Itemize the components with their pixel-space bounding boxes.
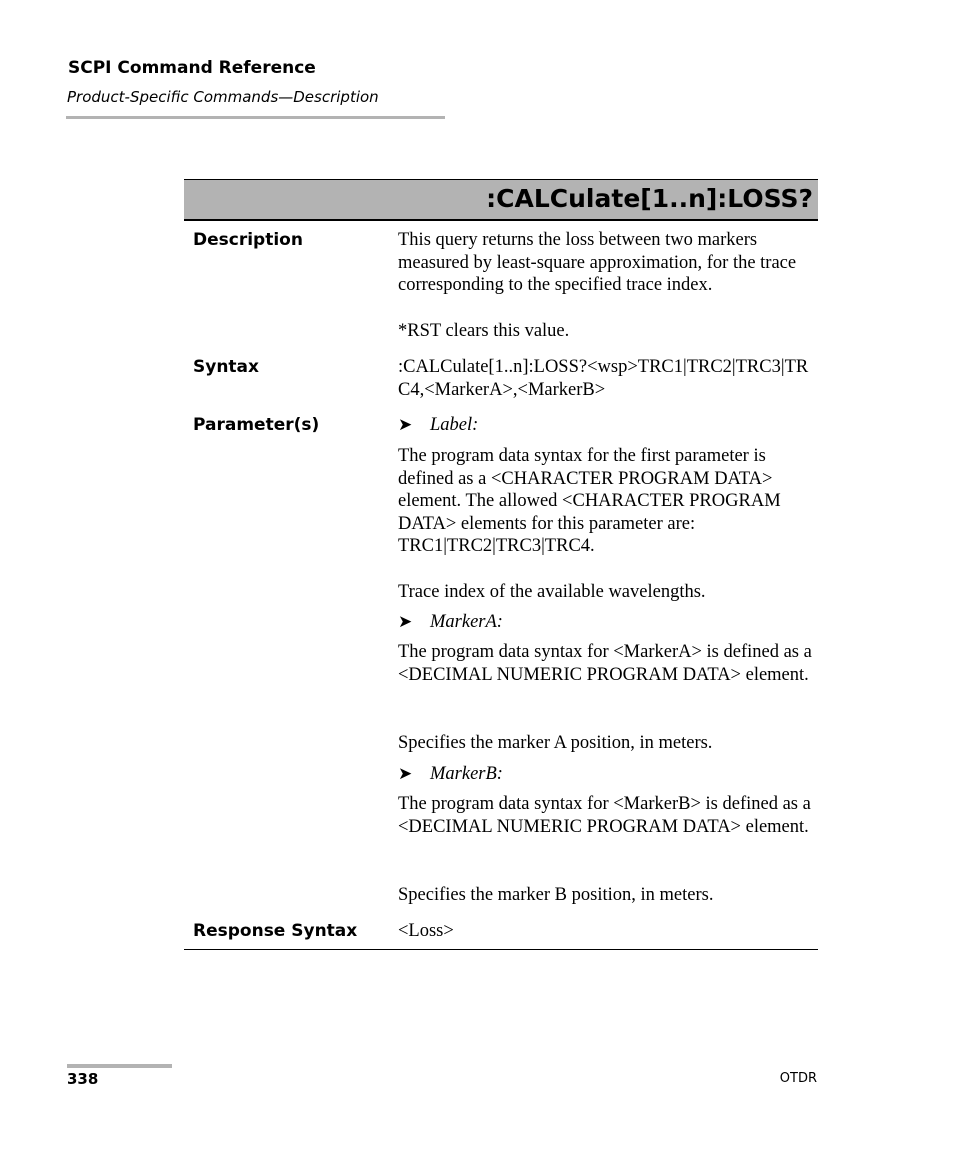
bullet-arrow-icon: ➤	[398, 612, 413, 632]
command-title: :CALCulate[1..n]:LOSS?	[486, 184, 813, 213]
page-number: 338	[67, 1070, 99, 1088]
param-markerb-bullet	[398, 763, 503, 786]
footer-rule	[67, 1064, 172, 1068]
param-label-note: Trace index of the available wavelengths.	[398, 582, 706, 602]
response-syntax-label: Response Syntax	[193, 921, 358, 941]
param-markerb-name: MarkerB:	[430, 764, 503, 784]
syntax-text: :CALCulate[1..n]:LOSS?<wsp>TRC1|TRC2|TRC3|TRC4,<MarkerA>,<MarkerB>	[398, 357, 809, 400]
syntax-label: Syntax	[193, 357, 259, 377]
bullet-arrow-icon: ➤	[398, 764, 413, 784]
running-header-subtitle: Product-Specific Commands—Description	[67, 88, 379, 106]
description-text: This query returns the loss between two markers measured by least-square approximation, for the trace corresponding to the specified trace index.	[398, 230, 797, 295]
table-end-rule	[184, 949, 818, 950]
param-markera-name: MarkerA:	[430, 612, 503, 632]
param-label-bullet	[398, 414, 478, 437]
param-label-name: Label:	[430, 415, 479, 435]
description-rst-note: *RST clears this value.	[398, 321, 570, 341]
description-label: Description	[193, 230, 303, 250]
header-rule	[66, 116, 445, 119]
param-markerb-text: The program data syntax for <MarkerB> is defined as a <DECIMAL NUMERIC PROGRAM DATA> element.	[398, 794, 811, 837]
command-title-bar	[184, 179, 818, 221]
param-markerb-note: Specifies the marker B position, in meters.	[398, 885, 714, 905]
running-header-title: SCPI Command Reference	[68, 58, 316, 78]
bullet-arrow-icon: ➤	[398, 415, 413, 435]
param-markera-text: The program data syntax for <MarkerA> is defined as a <DECIMAL NUMERIC PROGRAM DATA> element.	[398, 642, 812, 685]
response-syntax-text: <Loss>	[398, 921, 454, 941]
param-markera-note: Specifies the marker A position, in meters.	[398, 733, 713, 753]
product-name: OTDR	[779, 1071, 817, 1086]
param-markera-bullet	[398, 611, 503, 634]
parameters-label: Parameter(s)	[193, 415, 320, 435]
param-label-text: The program data syntax for the first parameter is defined as a <CHARACTER PROGRAM DATA> element. The allowed <CHARACTER PROGRAM DATA> elements for this parameter are: TRC1|TRC2|TRC3|TRC4.	[398, 446, 781, 556]
